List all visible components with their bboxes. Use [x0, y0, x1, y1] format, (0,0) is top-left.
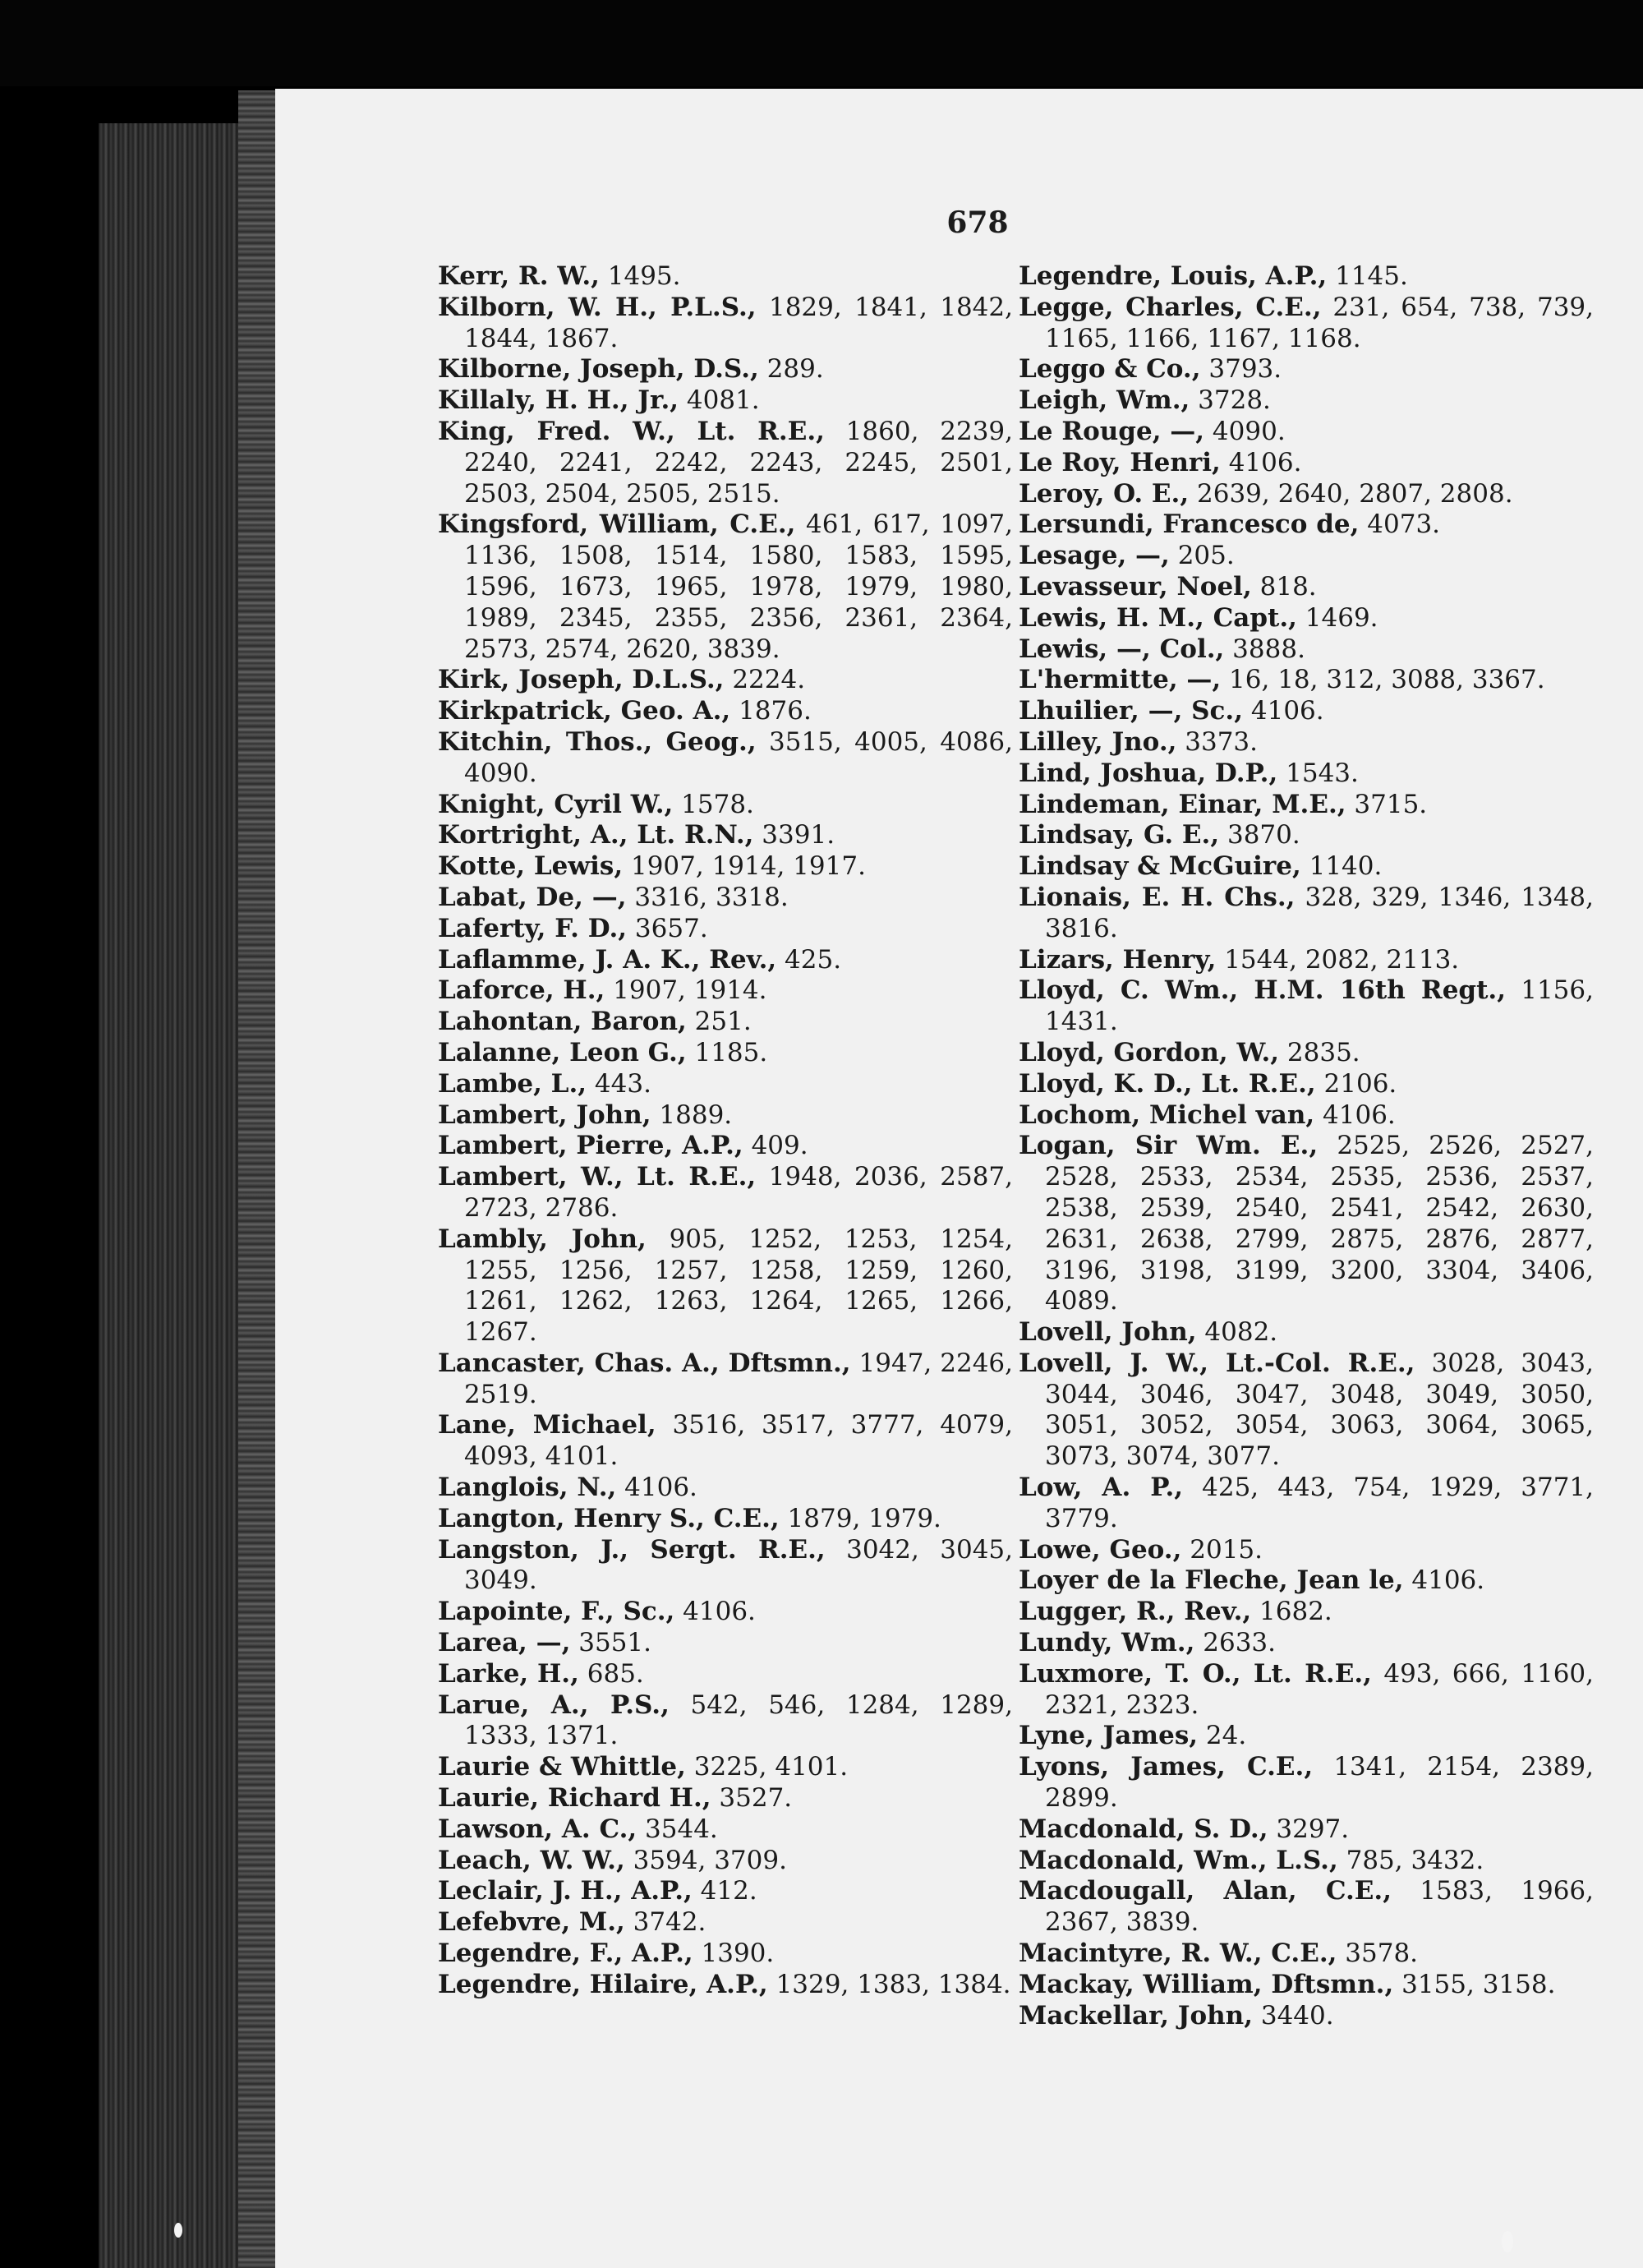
index-column-left: [438, 261, 1013, 2001]
scan-speck: [1502, 2231, 1513, 2252]
entry-name: Kingsford, William, C.E.,: [438, 509, 796, 540]
entry-references: 1156, 1431.: [1045, 975, 1594, 1037]
entry-references: 1829, 1841, 1842, 1844, 1867.: [464, 292, 1013, 353]
entry-references: 1543.: [1277, 758, 1359, 788]
entry-references: 251.: [686, 1007, 752, 1037]
index-entry: [438, 696, 1013, 727]
entry-references: 3527.: [711, 1783, 793, 1814]
entry-name: Laurie, Richard H.,: [438, 1783, 711, 1814]
index-entry: [1019, 509, 1594, 541]
entry-references: 4106.: [1403, 1565, 1485, 1596]
entry-references: 3440.: [1253, 2000, 1334, 2031]
entry-name: Lapointe, F., Sc.,: [438, 1597, 675, 1627]
entry-name: Lionais, E. H. Chs.,: [1019, 882, 1296, 912]
entry-references: 3391.: [753, 820, 835, 850]
entry-references: 3715.: [1346, 789, 1428, 819]
entry-references: 818.: [1251, 571, 1317, 602]
index-entry: [1019, 1565, 1594, 1597]
index-entry: [1019, 448, 1594, 479]
index-entry: [438, 975, 1013, 1007]
entry-name: Leigh, Wm.,: [1019, 385, 1190, 416]
index-entry: [438, 851, 1013, 883]
entry-references: 16, 18, 312, 3088, 3367.: [1221, 665, 1545, 695]
entry-references: 231, 654, 738, 739, 1165, 1166, 1167, 1168.: [1045, 292, 1594, 353]
index-entry: [1019, 293, 1594, 355]
entry-name: Luxmore, T. O., Lt. R.E.,: [1019, 1658, 1372, 1689]
entry-references: 2015.: [1181, 1534, 1263, 1565]
entry-name: Lovell, J. W., Lt.-Col. R.E.,: [1019, 1348, 1415, 1378]
entry-name: Logan, Sir Wm. E.,: [1019, 1131, 1319, 1161]
entry-name: King, Fred. W., Lt. R.E.,: [438, 416, 825, 446]
entry-references: 3793.: [1200, 354, 1282, 385]
index-entry: [1019, 820, 1594, 851]
entry-name: Lambert, W., Lt. R.E.,: [438, 1162, 757, 1192]
index-entry: [1019, 1038, 1594, 1069]
scan-top-margin: [0, 0, 1643, 86]
index-entry: [1019, 572, 1594, 603]
entry-name: Laflamme, J. A. K., Rev.,: [438, 944, 777, 975]
entry-name: Le Roy, Henri,: [1019, 447, 1221, 477]
index-entry: [438, 1504, 1013, 1535]
entry-references: 1860, 2239, 2240, 2241, 2242, 2243, 2245, 2501, 2503, 2504, 2505, 2515.: [464, 416, 1013, 509]
entry-name: Lefebvre, M.,: [438, 1907, 625, 1938]
entry-name: Laurie & Whittle,: [438, 1752, 686, 1782]
entry-references: 412.: [692, 1876, 757, 1906]
index-entry: [438, 1535, 1013, 1597]
entry-references: 3028, 3043, 3044, 3046, 3047, 3048, 3049, 3050, 3051, 3052, 3054, 3063, 3064, 3065, 3073, 3074, 3077.: [1045, 1348, 1594, 1472]
entry-references: 1907, 1914, 1917.: [623, 851, 866, 882]
entry-references: 4106.: [616, 1473, 697, 1503]
index-entry: [438, 509, 1013, 665]
entry-references: 425, 443, 754, 1929, 3771, 3779.: [1045, 1473, 1594, 1533]
index-entry: [438, 1069, 1013, 1100]
entry-name: Lindeman, Einar, M.E.,: [1019, 789, 1346, 819]
entry-name: Lewis, —, Col.,: [1019, 634, 1225, 664]
entry-name: Lochom, Michel van,: [1019, 1099, 1315, 1130]
index-entry: [438, 665, 1013, 696]
entry-references: 1469.: [1296, 602, 1378, 633]
entry-references: 3728.: [1190, 385, 1271, 416]
entry-references: 3551.: [570, 1628, 652, 1658]
entry-name: Lind, Joshua, D.P.,: [1019, 758, 1278, 788]
entry-name: Laferty, F. D.,: [438, 913, 628, 943]
entry-references: 3888.: [1224, 634, 1305, 664]
index-entry: [438, 883, 1013, 914]
index-entry: [438, 1473, 1013, 1504]
entry-name: Labat, De, —,: [438, 882, 627, 912]
entry-name: Knight, Cyril W.,: [438, 789, 674, 819]
entry-name: Kitchin, Thos., Geog.,: [438, 726, 757, 757]
index-entry: [438, 1846, 1013, 1877]
index-entry: [1019, 1597, 1594, 1628]
index-entry: [1019, 945, 1594, 976]
entry-references: 3594, 3709.: [624, 1845, 787, 1875]
index-entry: [1019, 1876, 1594, 1938]
entry-name: Lambert, John,: [438, 1099, 651, 1130]
entry-references: 493, 666, 1160, 2321, 2323.: [1045, 1658, 1594, 1720]
entry-references: 3042, 3045, 3049.: [464, 1534, 1013, 1596]
entry-name: Lloyd, K. D., Lt. R.E.,: [1019, 1068, 1316, 1099]
index-entry: [438, 1100, 1013, 1132]
index-entry: [1019, 634, 1594, 666]
entry-name: Lahontan, Baron,: [438, 1007, 687, 1037]
entry-references: 3225, 4101.: [685, 1752, 849, 1782]
index-entry: [1019, 1721, 1594, 1752]
entry-name: Kortright, A., Lt. R.N.,: [438, 820, 754, 850]
entry-name: Langton, Henry S., C.E.,: [438, 1503, 780, 1533]
entry-references: 1140.: [1300, 851, 1383, 882]
entry-references: 4082.: [1196, 1317, 1278, 1348]
index-entry: [438, 1907, 1013, 1938]
entry-name: Lugger, R., Rev.,: [1019, 1597, 1252, 1627]
index-entry: [1019, 1938, 1594, 1970]
entry-name: Lambert, Pierre, A.P.,: [438, 1131, 743, 1161]
index-entry: [1019, 417, 1594, 448]
entry-name: Larue, A., P.S.,: [438, 1689, 670, 1720]
entry-references: 2835.: [1279, 1037, 1360, 1067]
index-entry: [438, 417, 1013, 509]
index-entry: [1019, 975, 1594, 1038]
entry-name: Leggo & Co.,: [1019, 354, 1201, 385]
index-entry: [438, 914, 1013, 945]
entry-references: 289.: [758, 354, 824, 385]
index-entry: [438, 727, 1013, 790]
entry-references: 1341, 2154, 2389, 2899.: [1045, 1752, 1594, 1814]
entry-name: Kerr, R. W.,: [438, 261, 600, 291]
entry-references: 2106.: [1315, 1068, 1397, 1099]
entry-name: Mackay, William, Dftsmn.,: [1019, 1969, 1394, 1999]
page-number: 678: [946, 205, 1009, 240]
entry-name: Langlois, N.,: [438, 1473, 617, 1503]
entry-references: 4073.: [1359, 509, 1441, 540]
entry-references: 1185.: [686, 1037, 768, 1067]
entry-name: Langston, J., Sergt. R.E.,: [438, 1534, 826, 1565]
index-entry: [438, 1659, 1013, 1690]
entry-name: Lyons, James, C.E.,: [1019, 1752, 1314, 1782]
entry-references: 4090.: [1204, 416, 1286, 446]
index-entry: [438, 1162, 1013, 1224]
entry-name: Larea, —,: [438, 1628, 571, 1658]
index-entry: [1019, 1473, 1594, 1535]
index-entry: [438, 1970, 1013, 2001]
entry-references: 3544.: [637, 1814, 718, 1844]
entry-name: Kilborn, W. H., P.L.S.,: [438, 292, 757, 322]
index-entry: [1019, 1535, 1594, 1566]
entry-name: Macdonald, Wm., L.S.,: [1019, 1845, 1338, 1875]
entry-name: Lowe, Geo.,: [1019, 1534, 1182, 1565]
entry-name: Lane, Michael,: [438, 1410, 656, 1441]
entry-references: 542, 546, 1284, 1289, 1333, 1371.: [464, 1689, 1013, 1751]
index-entry: [1019, 1814, 1594, 1846]
index-entry: [438, 1007, 1013, 1038]
entry-name: Lovell, John,: [1019, 1317, 1197, 1348]
index-column-right: [1019, 261, 1594, 2031]
entry-name: Kirkpatrick, Geo. A.,: [438, 696, 731, 726]
entry-name: Lesage, —,: [1019, 541, 1170, 571]
index-entry: [1019, 1846, 1594, 1877]
entry-name: Legendre, Hilaire, A.P.,: [438, 1969, 768, 1999]
index-entry: [1019, 883, 1594, 945]
entry-references: 4106.: [674, 1597, 756, 1627]
entry-name: Lloyd, Gordon, W.,: [1019, 1037, 1280, 1067]
index-entry: [438, 820, 1013, 851]
entry-name: Lawson, A. C.,: [438, 1814, 637, 1844]
entry-references: 443.: [587, 1068, 651, 1099]
entry-references: 4106.: [1220, 447, 1302, 477]
entry-name: Loyer de la Fleche, Jean le,: [1019, 1565, 1404, 1596]
entry-references: 3657.: [627, 913, 708, 943]
entry-name: Lindsay, G. E.,: [1019, 820, 1220, 850]
index-entry: [438, 790, 1013, 821]
entry-name: Legendre, Louis, A.P.,: [1019, 261, 1328, 291]
index-entry: [1019, 1317, 1594, 1348]
index-entry: [1019, 603, 1594, 634]
entry-references: 3155, 3158.: [1393, 1969, 1556, 1999]
entry-references: 3742.: [624, 1907, 706, 1938]
entry-name: Lambe, L.,: [438, 1068, 587, 1099]
entry-references: 1907, 1914.: [605, 975, 767, 1006]
entry-references: 1495.: [599, 261, 681, 291]
index-entry: [1019, 851, 1594, 883]
scan-speck: [174, 2223, 182, 2238]
entry-name: Lundy, Wm.,: [1019, 1628, 1195, 1658]
index-entry: [1019, 1100, 1594, 1132]
index-entry: [438, 1348, 1013, 1411]
entry-references: 2525, 2526, 2527, 2528, 2533, 2534, 2535, 2536, 2537, 2538, 2539, 2540, 2541, 2542, 2630, 2631, 2638, 2799, 2875, 2876, 2877, 3196, 3198, 3199, 3200, 3304, 3406, 4089.: [1045, 1131, 1594, 1316]
entry-references: 685.: [578, 1658, 644, 1689]
index-entry: [438, 1876, 1013, 1907]
entry-name: Lambly, John,: [438, 1224, 647, 1254]
index-entry: [438, 1224, 1013, 1348]
entry-references: 1583, 1966, 2367, 3839.: [1045, 1876, 1594, 1938]
index-entry: [1019, 1069, 1594, 1100]
entry-name: Kilborne, Joseph, D.S.,: [438, 354, 759, 385]
entry-name: Legendre, F., A.P.,: [438, 1938, 693, 1969]
entry-name: Mackellar, John,: [1019, 2000, 1253, 2031]
entry-references: 3515, 4005, 4086, 4090.: [464, 726, 1013, 788]
index-entry: [1019, 1752, 1594, 1814]
entry-references: 1876.: [730, 696, 812, 726]
index-entry: [1019, 1659, 1594, 1722]
index-entry: [438, 261, 1013, 293]
entry-references: 409.: [743, 1131, 808, 1161]
index-entry: [438, 1038, 1013, 1069]
index-entry: [1019, 1970, 1594, 2001]
index-entry: [438, 293, 1013, 355]
entry-name: Killaly, H. H., Jr.,: [438, 385, 679, 416]
entry-name: Lloyd, C. Wm., H.M. 16th Regt.,: [1019, 975, 1506, 1006]
index-entry: [438, 945, 1013, 976]
index-entry: [1019, 1131, 1594, 1317]
entry-name: Lyne, James,: [1019, 1721, 1199, 1751]
entry-name: Leroy, O. E.,: [1019, 478, 1190, 509]
entry-references: 1948, 2036, 2587, 2723, 2786.: [464, 1162, 1013, 1223]
entry-references: 425.: [776, 944, 842, 975]
entry-name: Lindsay & McGuire,: [1019, 851, 1301, 882]
entry-name: Laforce, H.,: [438, 975, 605, 1006]
index-entry: [438, 1752, 1013, 1783]
entry-references: 2633.: [1194, 1628, 1276, 1658]
entry-name: Le Rouge, —,: [1019, 416, 1205, 446]
index-entry: [1019, 1348, 1594, 1473]
entry-name: Legge, Charles, C.E.,: [1019, 292, 1322, 322]
index-entry: [438, 1628, 1013, 1659]
entry-references: 1889.: [651, 1099, 733, 1130]
index-entry: [438, 354, 1013, 385]
entry-references: 3316, 3318.: [626, 882, 789, 912]
entry-references: 4081.: [679, 385, 760, 416]
index-entry: [438, 1410, 1013, 1473]
index-entry: [438, 1938, 1013, 1970]
index-entry: [1019, 385, 1594, 417]
entry-name: Macdonald, S. D.,: [1019, 1814, 1268, 1844]
entry-references: 905, 1252, 1253, 1254, 1255, 1256, 1257, 1258, 1259, 1260, 1261, 1262, 1263, 1264, 1265, 1266, 1267.: [464, 1224, 1014, 1348]
entry-references: 1329, 1383, 1384.: [767, 1969, 1011, 1999]
entry-references: 1682.: [1251, 1597, 1332, 1627]
page-stack-edge: [238, 90, 275, 2268]
entry-references: 3373.: [1176, 726, 1259, 757]
entry-references: 4106.: [1243, 696, 1324, 726]
index-entry: [438, 1597, 1013, 1628]
index-entry: [1019, 261, 1594, 293]
entry-references: 1879, 1979.: [779, 1503, 941, 1533]
index-entry: [1019, 790, 1594, 821]
entry-name: Lilley, Jno.,: [1019, 726, 1177, 757]
entry-references: 2224.: [724, 665, 806, 695]
entry-references: 1544, 2082, 2113.: [1216, 944, 1460, 975]
index-entry: [1019, 2001, 1594, 2032]
entry-references: 1390.: [693, 1938, 775, 1969]
index-entry: [1019, 696, 1594, 727]
entry-name: Leclair, J. H., A.P.,: [438, 1876, 693, 1906]
entry-name: Kirk, Joseph, D.L.S.,: [438, 665, 725, 695]
entry-name: Lersundi, Francesco de,: [1019, 509, 1360, 540]
entry-references: 328, 329, 1346, 1348, 3816.: [1045, 882, 1594, 943]
entry-name: Lancaster, Chas. A., Dftsmn.,: [438, 1348, 851, 1378]
entry-name: Lalanne, Leon G.,: [438, 1037, 687, 1067]
index-entry: [1019, 541, 1594, 572]
entry-references: 3578.: [1337, 1938, 1419, 1969]
entry-references: 1578.: [673, 789, 754, 819]
index-entry: [1019, 665, 1594, 696]
entry-name: Larke, H.,: [438, 1658, 579, 1689]
entry-name: Leach, W. W.,: [438, 1845, 625, 1875]
entry-references: 1145.: [1327, 261, 1408, 291]
index-entry: [1019, 354, 1594, 385]
entry-name: Macintyre, R. W., C.E.,: [1019, 1938, 1337, 1969]
entry-references: 24.: [1198, 1721, 1247, 1751]
entry-name: Low, A. P.,: [1019, 1473, 1184, 1503]
index-entry: [438, 385, 1013, 417]
entry-name: Kotte, Lewis,: [438, 851, 624, 882]
entry-name: Lhuilier, —, Sc.,: [1019, 696, 1244, 726]
entry-references: 1947, 2246, 2519.: [464, 1348, 1013, 1409]
entry-name: Macdougall, Alan, C.E.,: [1019, 1876, 1392, 1906]
entry-references: 205.: [1169, 541, 1235, 571]
entry-name: Levasseur, Noel,: [1019, 571, 1252, 602]
entry-references: 4106.: [1314, 1099, 1396, 1130]
entry-references: 3870.: [1219, 820, 1300, 850]
entry-references: 2639, 2640, 2807, 2808.: [1189, 478, 1513, 509]
index-entry: [438, 1690, 1013, 1753]
index-entry: [1019, 479, 1594, 510]
index-entry: [1019, 758, 1594, 790]
index-entry: [438, 1131, 1013, 1162]
index-entry: [1019, 1628, 1594, 1659]
entry-references: 3516, 3517, 3777, 4079, 4093, 4101.: [464, 1410, 1013, 1472]
entry-name: Lewis, H. M., Capt.,: [1019, 602, 1297, 633]
entry-name: L'hermitte, —,: [1019, 665, 1222, 695]
entry-references: 3297.: [1268, 1814, 1350, 1844]
entry-name: Lizars, Henry,: [1019, 944, 1217, 975]
index-entry: [438, 1814, 1013, 1846]
index-entry: [1019, 727, 1594, 758]
entry-references: 785, 3432.: [1337, 1845, 1484, 1875]
index-entry: [438, 1783, 1013, 1814]
entry-references: 461, 617, 1097, 1136, 1508, 1514, 1580, 1583, 1595, 1596, 1673, 1965, 1978, 1979, 1980, 1989, 2345, 2355, 2356, 2361, 2364, 2573, 2574, 2620, 3839.: [464, 509, 1013, 664]
